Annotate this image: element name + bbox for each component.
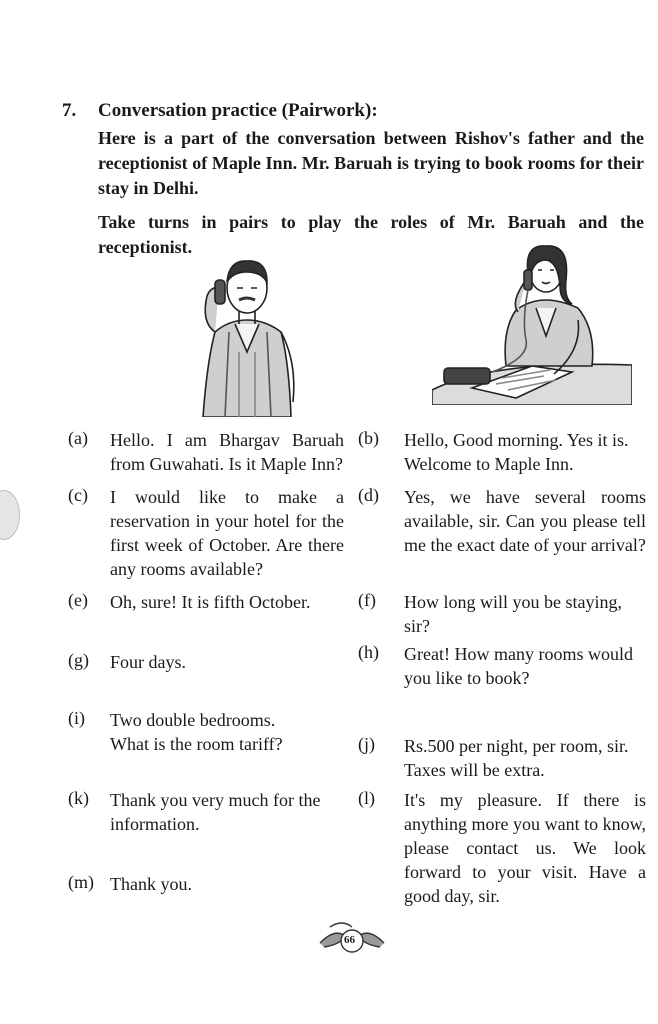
dialogue-label: (h) [358, 642, 379, 662]
binding-hole [0, 490, 20, 540]
dialogue-label: (l) [358, 788, 375, 808]
dialogue-label: (a) [68, 428, 88, 448]
dialogue-label: (f) [358, 590, 376, 610]
dialogue-label: (i) [68, 708, 85, 728]
dialogue-text: Yes, we have several rooms available, sir. Can you please tell me the exact date of your arrival? [404, 487, 646, 555]
receptionist-on-phone-illustration [432, 240, 632, 405]
dialogue-label: (m) [68, 872, 94, 892]
dialogue-text: Two double bedrooms. What is the room tariff? [110, 710, 283, 754]
dialogue-text: Thank you very much for the information. [110, 790, 321, 834]
dialogue-text: Thank you. [110, 874, 192, 894]
dialogue-text: Rs.500 per night, per room, sir. Taxes will be extra. [404, 736, 629, 780]
dialogue-label: (b) [358, 428, 379, 448]
dialogue-text: How long will you be staying, sir? [404, 592, 622, 636]
dialogue-label: (e) [68, 590, 88, 610]
dialogue-text: Four days. [110, 652, 186, 672]
man-on-phone-illustration [185, 252, 309, 417]
dialogue-text: Oh, sure! It is fifth October. [110, 592, 311, 612]
dialogue-label: (c) [68, 485, 88, 505]
dialogue-label: (d) [358, 485, 379, 505]
dialogue-label: (g) [68, 650, 89, 670]
dialogue-text: It's my pleasure. If there is anything more you want to know, please contact us. We look forward to your visit. Have a good day, sir. [404, 790, 646, 906]
page-number: 66 [344, 934, 355, 946]
dialogue-label: (j) [358, 734, 375, 754]
dialogue-text: I would like to make a reservation in your hotel for the first week of October. Are there any rooms available? [110, 487, 344, 579]
exercise-number: 7. [62, 100, 77, 121]
dialogue-text: Hello. I am Bhargav Baruah from Guwahati. Is it Maple Inn? [110, 430, 344, 474]
exercise-title: Conversation practice (Pairwork): [98, 100, 378, 121]
dialogue-text: Hello, Good morning. Yes it is. Welcome to Maple Inn. [404, 430, 629, 474]
dialogue-label: (k) [68, 788, 89, 808]
exercise-instruction: Take turns in pairs to play the roles of Mr. Baruah and the receptionist. [98, 212, 644, 257]
exercise-intro: Here is a part of the conversation between Rishov's father and the receptionist of Maple Inn. Mr. Baruah is trying to book rooms for their stay in Delhi. [98, 128, 644, 198]
dialogue-text: Great! How many rooms would you like to book? [404, 644, 633, 688]
